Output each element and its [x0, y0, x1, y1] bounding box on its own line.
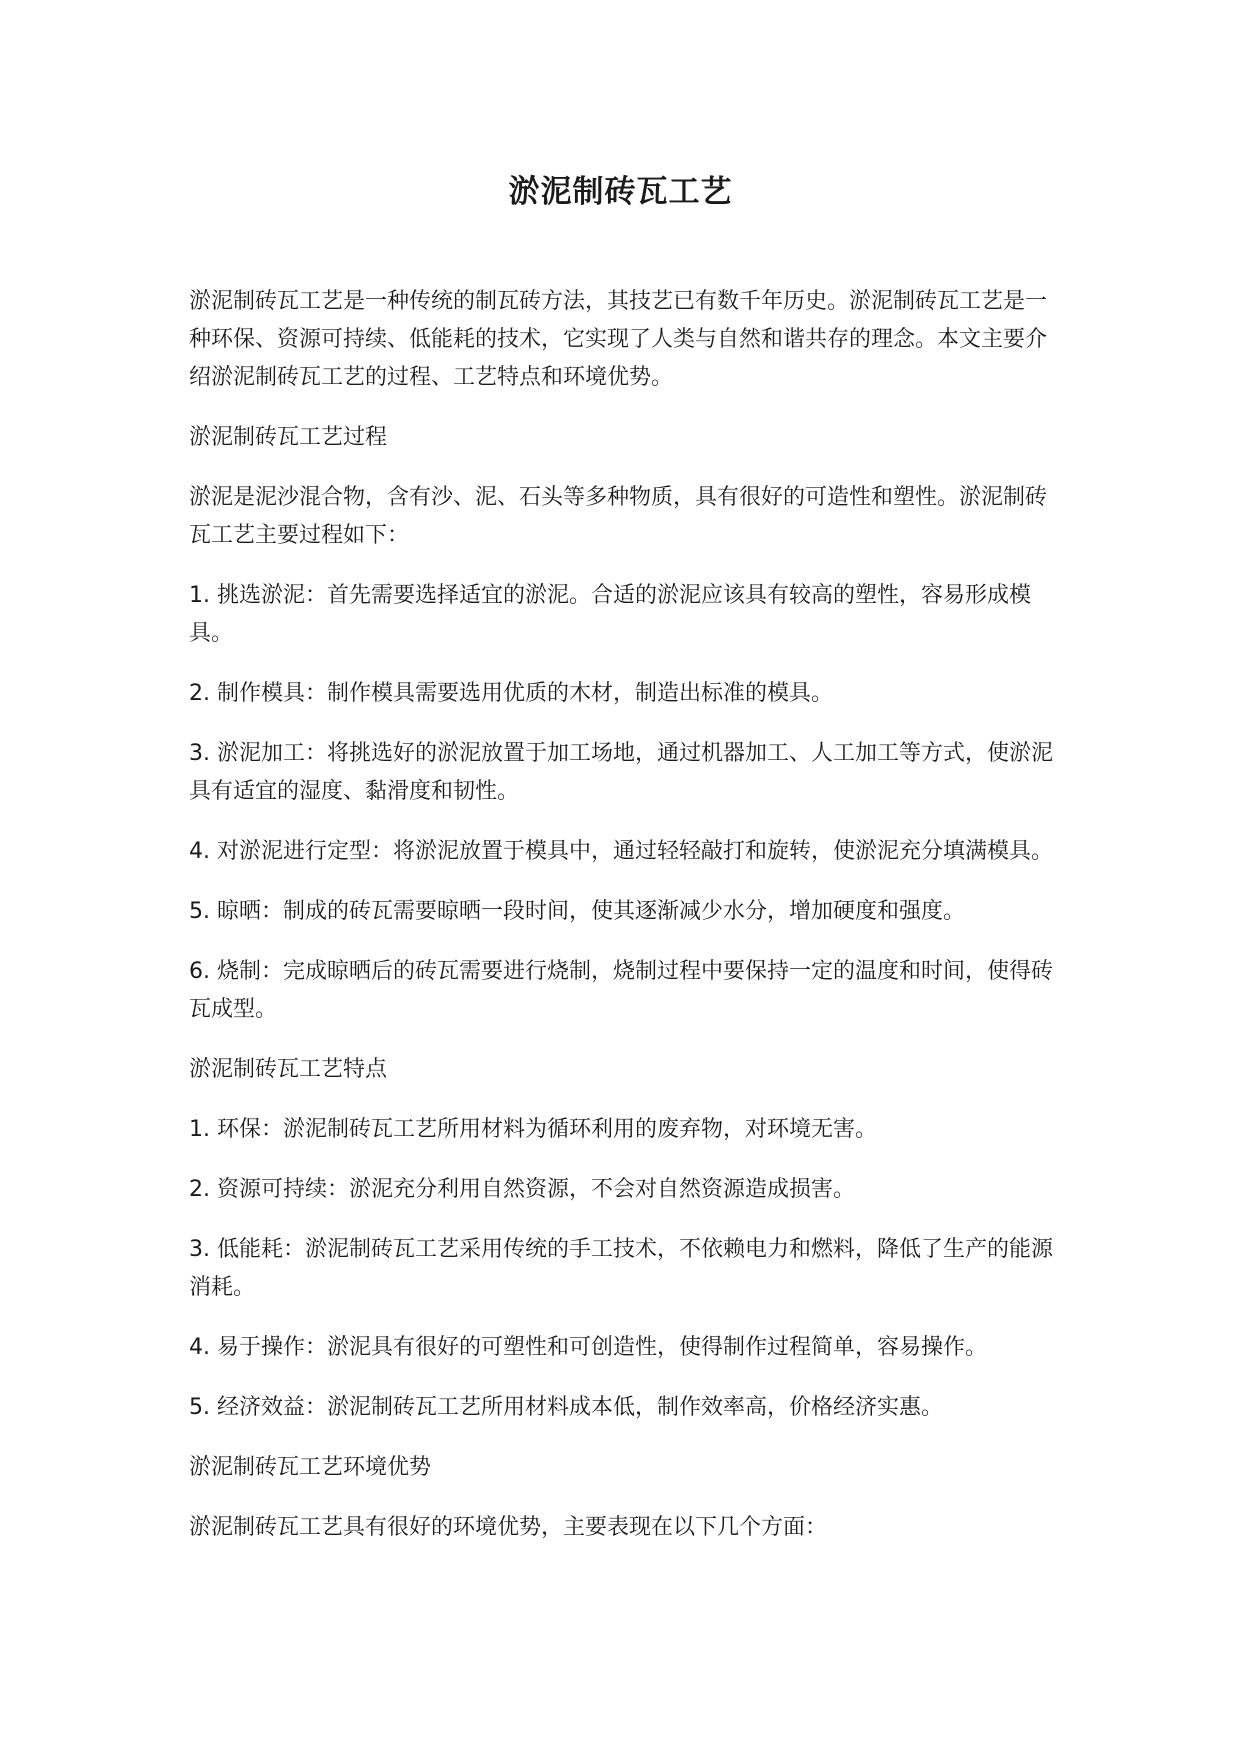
- section-heading-features: 淤泥制砖瓦工艺特点: [189, 1057, 388, 1082]
- feature-item-1: 1. 环保：淤泥制砖瓦工艺所用材料为循环利用的废弃物，对环境无害。: [189, 1117, 877, 1142]
- environment-intro-paragraph: 淤泥制砖瓦工艺具有很好的环境优势，主要表现在以下几个方面：: [189, 1515, 828, 1540]
- process-step-4: 4. 对淤泥进行定型：将淤泥放置于模具中，通过轻轻敲打和旋转，使淤泥充分填满模具。: [189, 839, 1053, 864]
- process-step-6: 6. 烧制：完成晾晒后的砖瓦需要进行烧制，烧制过程中要保持一定的温度和时间，使得砖瓦成型。: [189, 959, 1053, 1022]
- process-step-5: 5. 晾晒：制成的砖瓦需要晾晒一段时间，使其逐渐减少水分，增加硬度和强度。: [189, 899, 965, 924]
- intro-paragraph: 淤泥制砖瓦工艺是一种传统的制瓦砖方法，其技艺已有数千年历史。淤泥制砖瓦工艺是一种环保、资源可持续、低能耗的技术，它实现了人类与自然和谐共存的理念。本文主要介绍淤泥制砖瓦工艺的过程、工艺特点和环境优势。: [189, 289, 1048, 390]
- process-step-3: 3. 淤泥加工：将挑选好的淤泥放置于加工场地，通过机器加工、人工加工等方式，使淤泥具有适宜的湿度、黏滑度和韧性。: [189, 741, 1053, 804]
- process-intro-paragraph: 淤泥是泥沙混合物，含有沙、泥、石头等多种物质，具有很好的可造性和塑性。淤泥制砖瓦工艺主要过程如下：: [189, 485, 1048, 548]
- feature-item-4: 4. 易于操作：淤泥具有很好的可塑性和可创造性，使得制作过程简单，容易操作。: [189, 1335, 987, 1360]
- feature-item-2: 2. 资源可持续：淤泥充分利用自然资源，不会对自然资源造成损害。: [189, 1177, 855, 1202]
- feature-item-3: 3. 低能耗：淤泥制砖瓦工艺采用传统的手工技术，不依赖电力和燃料，降低了生产的能源消耗。: [189, 1237, 1053, 1300]
- feature-item-5: 5. 经济效益：淤泥制砖瓦工艺所用材料成本低，制作效率高，价格经济实惠。: [189, 1395, 943, 1420]
- process-step-2: 2. 制作模具：制作模具需要选用优质的木材，制造出标准的模具。: [189, 681, 833, 706]
- section-heading-process: 淤泥制砖瓦工艺过程: [189, 425, 388, 450]
- document-title: 淤泥制砖瓦工艺: [508, 174, 733, 210]
- document-body: [189, 283, 1053, 1569]
- section-heading-environment: 淤泥制砖瓦工艺环境优势: [189, 1455, 432, 1480]
- process-step-1: 1. 挑选淤泥：首先需要选择适宜的淤泥。合适的淤泥应该具有较高的塑性，容易形成模具。: [189, 583, 1031, 646]
